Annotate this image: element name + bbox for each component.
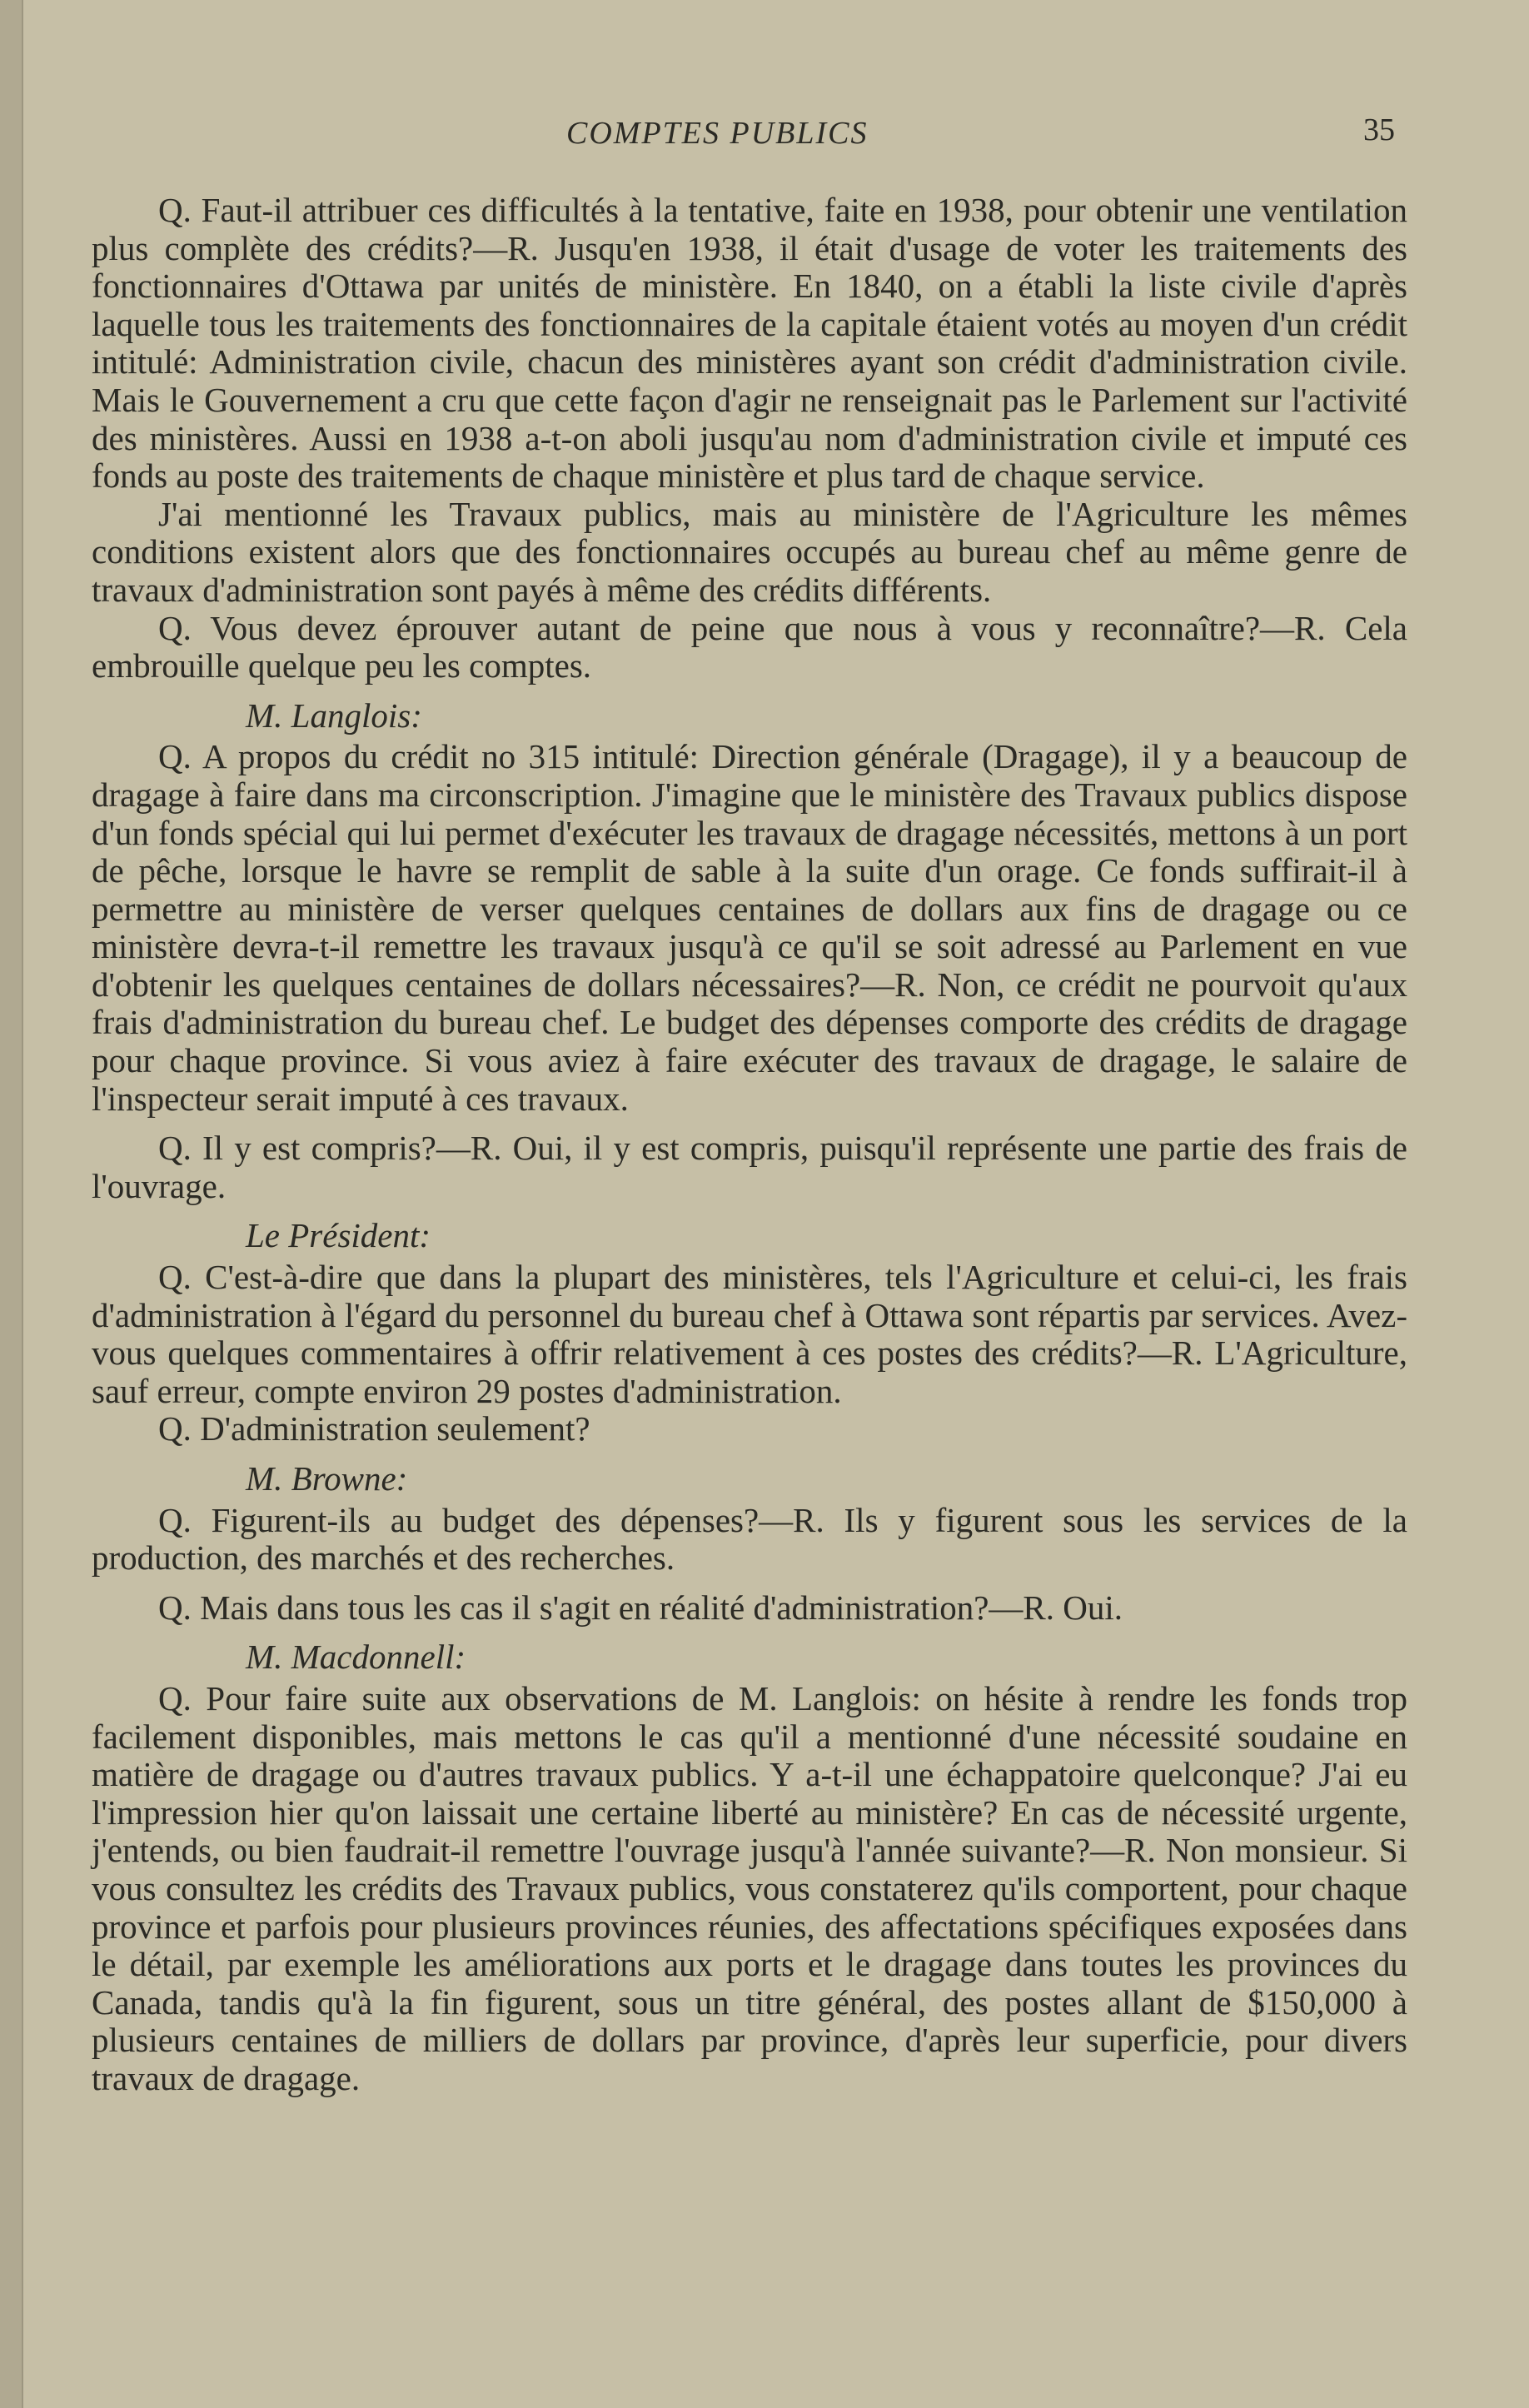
speaker-label: M. Macdonnell: bbox=[246, 1638, 466, 1677]
paragraph: Q. Figurent-ils au budget des dépenses?—R. Ils y figurent sous les services de la production, des marchés et des recherches. bbox=[92, 1500, 1407, 1578]
paragraph: J'ai mentionné les Travaux publics, mais au ministère de l'Agriculture les mêmes conditions existent alors que des fonctionnaires occupés au bureau chef au même genre de travaux d'administration sont payés à même des crédits différents. bbox=[92, 494, 1407, 609]
paragraph: Q. Vous devez éprouver autant de peine que nous à vous y reconnaître?—R. Cela embrouille quelque peu les comptes. bbox=[92, 608, 1407, 686]
paragraph: Q. Pour faire suite aux observations de M. Langlois: on hésite à rendre les fonds trop facilement disponibles, mais mettons le cas qu'il a mentionné d'une nécessité soudaine en matière de dragage ou d'autres travaux publics. Y a-t-il une échappatoire quelconque? J'ai eu l'impression hier qu'on laissait une certaine liberté au ministère? En cas de nécessité urgente, j'entends, ou bien faudrait-il remettre l'ouvrage jusqu'à l'année suivante?—R. Non monsieur. Si vous consultez les crédits des Travaux publics, vous constaterez qu'ils comportent, pour chaque province et parfois pour plusieurs provinces réunies, des affectations spécifiques exposées dans le détail, par exemple les améliorations aux ports et le dragage dans toutes les provinces du Canada, tandis qu'à la fin figurent, sous un titre général, des postes allant de $150,000 à plusieurs centaines de milliers de dollars par province, d'après leur superficie, pour divers travaux de dragage. bbox=[92, 1678, 1407, 2097]
paragraph: Q. Faut-il attribuer ces difficultés à la tentative, faite en 1938, pour obtenir une ventilation plus complète des crédits?—R. Jusqu'en 1938, il était d'usage de voter les traitements des fonctionnaires d'Ottawa par unités de ministère. En 1840, on a établi la liste civile d'après laquelle tous les traitements des fonctionnaires de la capitale étaient votés au moyen d'un crédit intitulé: Administration civile, chacun des ministères ayant son crédit d'administration civile. Mais le Gouvernement a cru que cette façon d'agir ne renseignait pas le Parlement sur l'activité des ministères. Aussi en 1938 a-t-on aboli jusqu'au nom d'administration civile et imputé ces fonds au poste des traitements de chaque ministère et plus tard de chaque service. bbox=[92, 191, 1407, 496]
speaker-label: M. Langlois: bbox=[246, 695, 422, 735]
paragraph: Q. Mais dans tous les cas il s'agit en réalité d'administration?—R. Oui. bbox=[158, 1588, 1123, 1627]
speaker-label: Le Président: bbox=[246, 1216, 431, 1255]
paragraph: Q. C'est-à-dire que dans la plupart des ministères, tels l'Agriculture et celui-ci, les frais d'administration à l'égard du personnel du bureau chef à Ottawa sont répartis par services. Avez-vous quelques commentaires à offrir relativement à ces postes des crédits?—R. L'Agriculture, sauf erreur, compte environ 29 postes d'administration. bbox=[92, 1258, 1407, 1410]
page-header bbox=[92, 112, 1395, 165]
document-body bbox=[92, 192, 1407, 2098]
paragraph: Q. Il y est compris?—R. Oui, il y est compris, puisqu'il représente une partie des frais de l'ouvrage. bbox=[92, 1129, 1407, 1205]
page-number: 35 bbox=[1363, 112, 1395, 147]
running-title: COMPTES PUBLICS bbox=[566, 116, 869, 151]
speaker-label: M. Browne: bbox=[246, 1459, 408, 1498]
paragraph: Q. D'administration seulement? bbox=[158, 1409, 590, 1448]
page-binding-edge bbox=[0, 0, 23, 2408]
paragraph: Q. A propos du crédit no 315 intitulé: Direction générale (Dragage), il y a beaucoup de dragage à faire dans ma circonscription. J'imagine que le ministère des Travaux publics dispose d'un fonds spécial qui lui permet d'exécuter les travaux de dragage nécessités, mettons à un port de pêche, lorsque le havre se remplit de sable à la suite d'un orage. Ce fonds suffirait-il à permettre au ministère de verser quelques centaines de dollars aux fins de dragage ou ce ministère devra-t-il remettre les travaux jusqu'à ce qu'il se soit adressé au Parlement en vue d'obtenir les quelques centaines de dollars nécessaires?—R. Non, ce crédit ne pourvoit qu'aux frais d'administration du bureau chef. Le budget des dépenses comporte des crédits de dragage pour chaque province. Si vous aviez à faire exécuter des travaux de dragage, le salaire de l'inspecteur serait imputé à ces travaux. bbox=[92, 737, 1407, 1118]
